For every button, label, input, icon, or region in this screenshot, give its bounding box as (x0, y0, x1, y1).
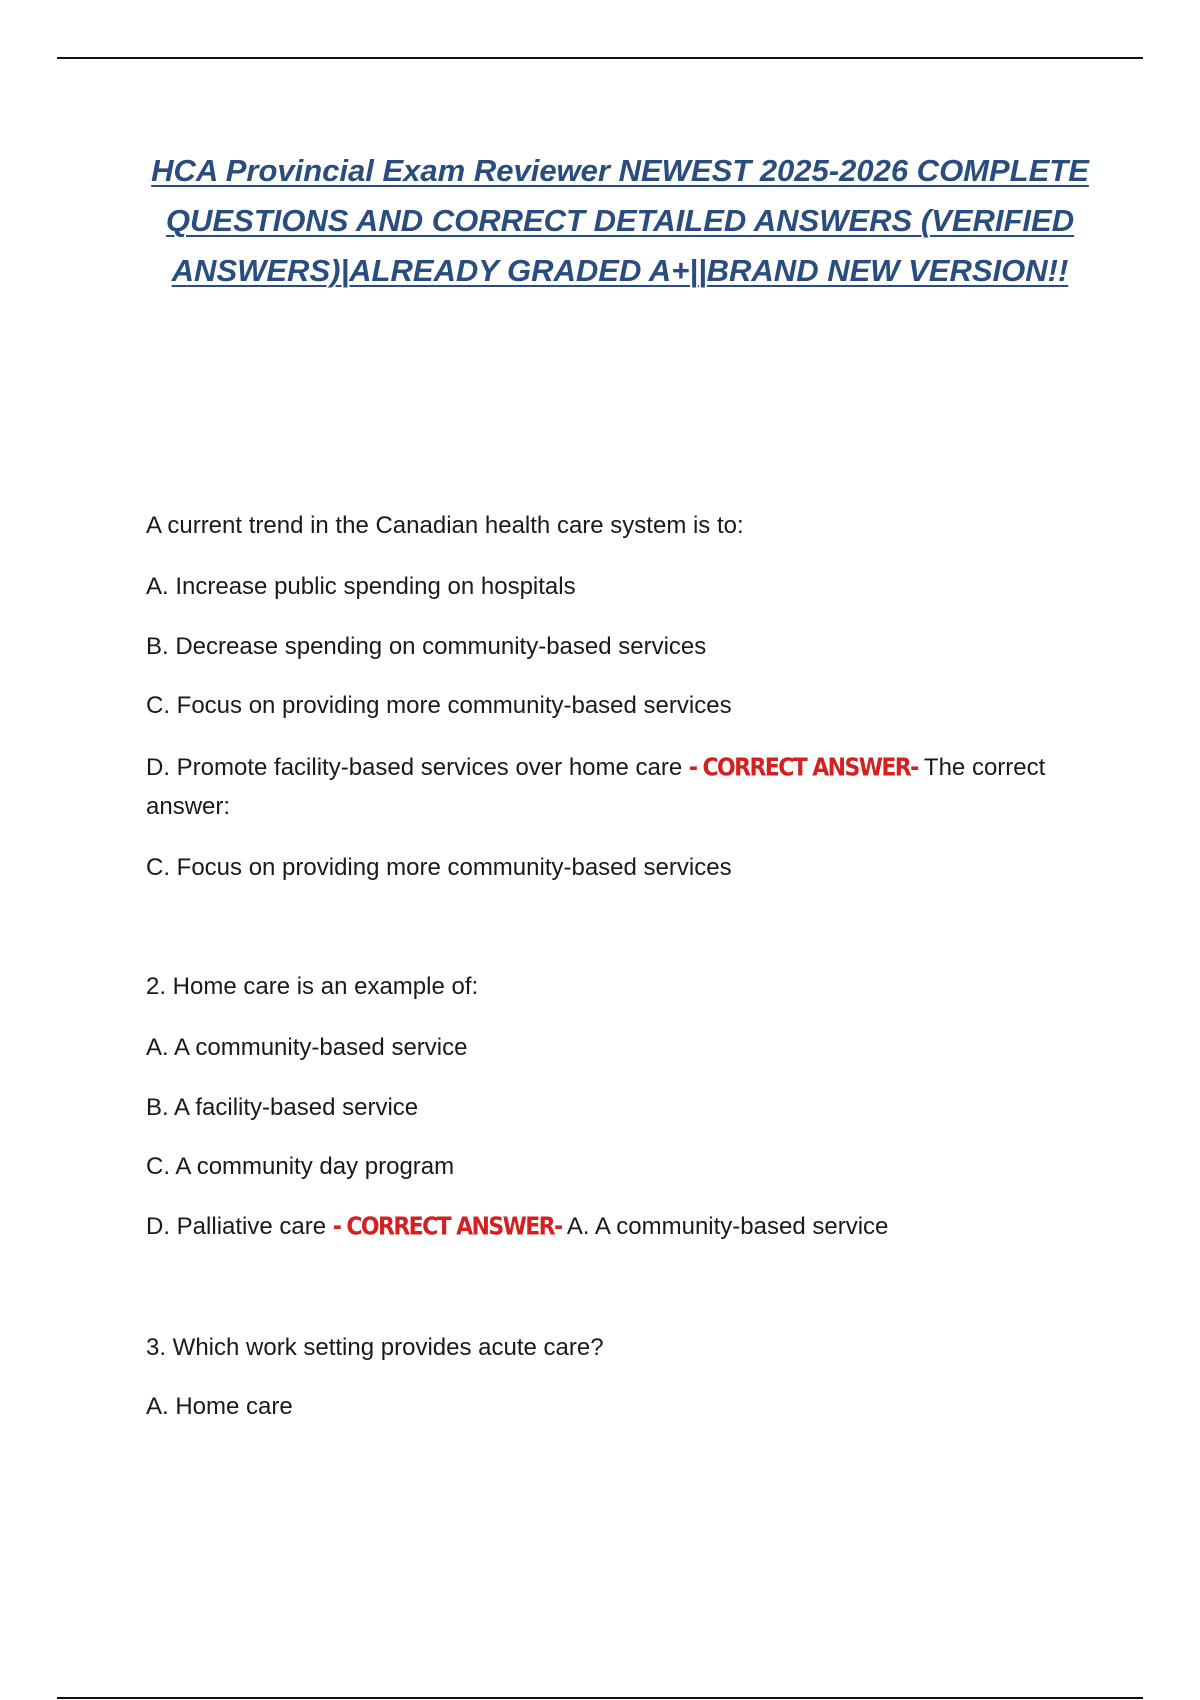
question-1-option-b: B. Decrease spending on community-based services (146, 633, 707, 660)
question-1-option-d (146, 749, 1086, 826)
correct-answer-marker: - CORRECT ANSWER- (332, 1213, 562, 1242)
question-1-answer-intro: The correct answer: (146, 754, 1046, 820)
question-2-answer: A. A community-based service (566, 1213, 889, 1240)
document-title: HCA Provincial Exam Reviewer NEWEST 2025-2026 COMPLETE QUESTIONS AND CORRECT DETAILED ANSWERS (VERIFIED ANSWERS)|ALREADY GRADED A+||BRAND NEW VERSION!! (151, 153, 1089, 288)
question-1-answer: C. Focus on providing more community-based services (146, 854, 732, 881)
question-1-option-d-text: D. Promote facility-based services over home care (146, 754, 683, 781)
question-3-text: 3. Which work setting provides acute care? (146, 1334, 604, 1361)
top-rule (57, 57, 1143, 59)
question-2-text: 2. Home care is an example of: (146, 973, 479, 1000)
question-2-option-d-text: D. Palliative care (146, 1213, 327, 1240)
question-1-option-c: C. Focus on providing more community-based services (146, 692, 732, 719)
question-2-option-b: B. A facility-based service (146, 1094, 419, 1121)
question-1-option-a: A. Increase public spending on hospitals (146, 573, 576, 600)
bottom-rule (57, 1697, 1143, 1699)
correct-answer-marker: - CORRECT ANSWER- (688, 754, 918, 783)
question-3-option-a: A. Home care (146, 1393, 293, 1420)
question-2-option-a: A. A community-based service (146, 1034, 468, 1061)
question-2-option-d (146, 1208, 1086, 1247)
question-2-option-c: C. A community day program (146, 1153, 455, 1180)
question-1-text: A current trend in the Canadian health care system is to: (146, 512, 744, 539)
